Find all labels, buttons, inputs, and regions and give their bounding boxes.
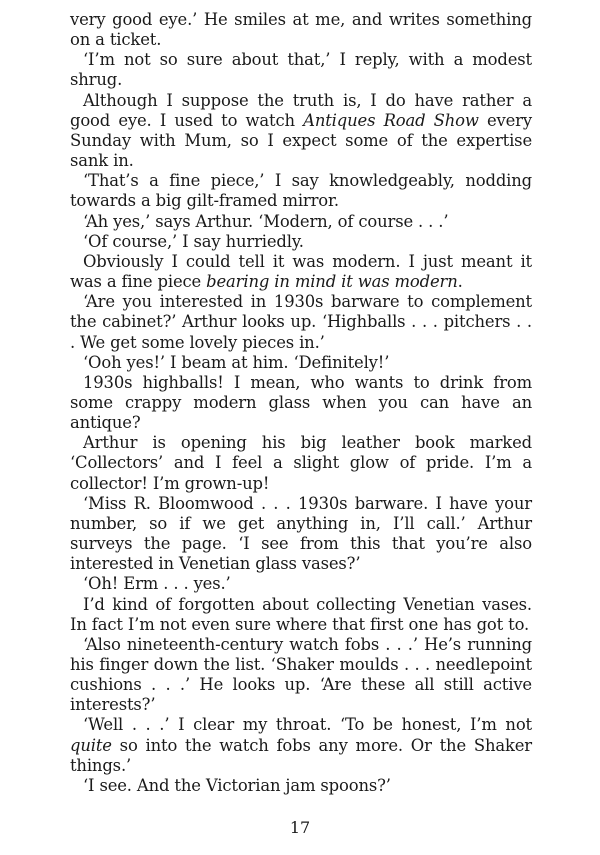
text-run: 1930s highballs! I mean, who wants to drink from some crappy modern glass when you can have an antique? bbox=[70, 372, 532, 433]
text-run: ‘Also nineteenth-century watch fobs . . .’ He’s running his finger down the list. ‘Shaker moulds . . . needlepoint cushions . . .’ He looks up. ‘Are these all still active interests?’ bbox=[70, 634, 532, 715]
paragraph-p16 bbox=[70, 776, 532, 796]
text-run: Although I suppose the truth is, I do have rather a good eye. I used to watch bbox=[70, 90, 532, 130]
paragraph-p4 bbox=[70, 212, 532, 232]
page-number: 17 bbox=[289, 818, 311, 837]
paragraph-p8 bbox=[70, 353, 532, 373]
paragraph-p15 bbox=[70, 715, 532, 775]
text-run: ‘I see. And the Victorian jam spoons?’ bbox=[83, 775, 391, 795]
paragraph-p1 bbox=[70, 50, 532, 90]
text-run: I’d kind of forgotten about collecting Venetian vases. In fact I’m not even sure where that first one has got to. bbox=[70, 594, 532, 634]
italic-text: Antiques Road Show bbox=[303, 110, 479, 130]
text-run: ‘Miss R. Bloomwood . . . 1930s barware. I have your number, so if we get anything in, I’ll call.’ Arthur surveys the page. ‘I see from this that you’re also interested in Venetian glass vases?’ bbox=[70, 493, 532, 574]
paragraph-p3 bbox=[70, 171, 532, 211]
text-run: ‘Are you interested in 1930s barware to complement the cabinet?’ Arthur looks up. ‘Highballs . . . pitchers . . . We get some lovely pieces in.’ bbox=[70, 292, 532, 352]
paragraph-p5 bbox=[70, 232, 532, 252]
text-run: ‘Ooh yes!’ I beam at him. ‘Definitely!’ bbox=[83, 352, 390, 372]
paragraph-p9 bbox=[70, 373, 532, 433]
text-run: so into the watch fobs any more. Or the Shaker things.’ bbox=[70, 735, 532, 775]
paragraph-p14 bbox=[70, 635, 532, 716]
paragraph-p2 bbox=[70, 91, 532, 172]
text-run: ‘Of course,’ I say hurriedly. bbox=[83, 231, 304, 251]
paragraph-p10 bbox=[70, 433, 532, 493]
paragraph-p13 bbox=[70, 595, 532, 635]
text-run: every Sunday with Mum, so I expect some of the expertise sank in. bbox=[70, 110, 532, 171]
text-run: Obviously I could tell it was modern. I just meant it was a fine piece bbox=[70, 251, 532, 292]
text-run: ‘Ah yes,’ says Arthur. ‘Modern, of course . . .’ bbox=[83, 211, 449, 231]
text-run: . bbox=[457, 272, 463, 292]
paragraph-p6 bbox=[70, 252, 532, 292]
text-run: very good eye.’ He smiles at me, and writes something on a ticket. bbox=[70, 10, 532, 50]
text-run: ‘Well . . .’ I clear my throat. ‘To be honest, I’m not bbox=[83, 715, 532, 735]
text-run: ‘Oh! Erm . . . yes.’ bbox=[83, 574, 231, 594]
paragraph-p0 bbox=[70, 10, 532, 50]
text-run: ‘I’m not so sure about that,’ I reply, with a modest shrug. bbox=[70, 50, 532, 90]
italic-text: bearing in mind it was modern bbox=[206, 272, 458, 292]
paragraph-p11 bbox=[70, 494, 532, 575]
text-run: ‘That’s a fine piece,’ I say knowledgeably, nodding towards a big gilt-framed mirror. bbox=[70, 171, 532, 211]
paragraph-p12 bbox=[70, 574, 532, 594]
italic-text: quite bbox=[70, 735, 112, 755]
page-body-text bbox=[70, 10, 532, 796]
paragraph-p7 bbox=[70, 292, 532, 352]
text-run: Arthur is opening his big leather book marked ‘Collectors’ and I feel a slight glow of pride. I’m a collector! I’m grown-up! bbox=[70, 433, 532, 493]
